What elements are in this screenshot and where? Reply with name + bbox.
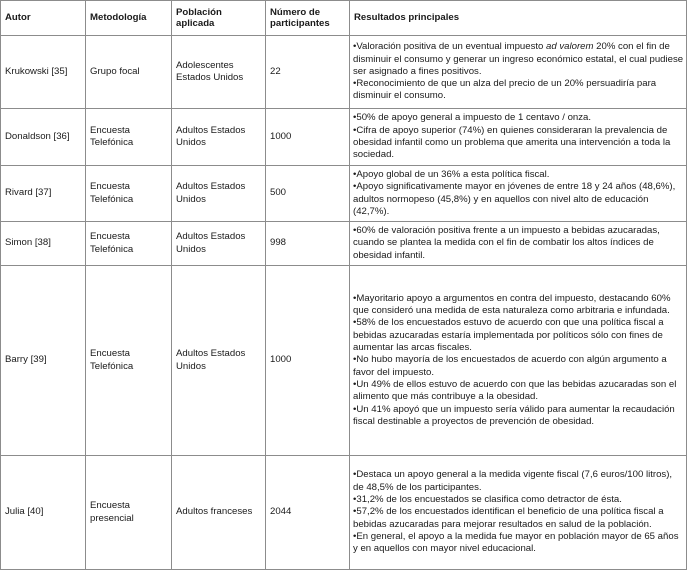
table-row	[1, 166, 687, 222]
cell-metodologia: Grupo focal	[86, 36, 172, 109]
header-row	[1, 1, 687, 36]
cell-metodologia: Encuesta Telefónica	[86, 266, 172, 456]
cell-poblacion: Adolescentes Estados Unidos	[172, 36, 266, 109]
cell-poblacion: Adultos Estados Unidos	[172, 166, 266, 222]
table-row	[1, 222, 687, 266]
result-item: •Mayoritario apoyo a argumentos en contra del impuesto, destacando 60% que consideró una medida de esta naturaleza como arbitraria e infundada.	[353, 292, 671, 317]
header-metodologia: Metodología	[86, 1, 172, 36]
header-autor: Autor	[1, 1, 86, 36]
cell-numero: 998	[266, 222, 350, 266]
result-item: •Un 49% de ellos estuvo de acuerdo con que las bebidas azucaradas son el alimento que más contribuye a la obesidad.	[353, 378, 677, 403]
result-item: •Cifra de apoyo superior (74%) en quienes consideraran la prevalencia de obesidad infantil como un problema que amerita una intervención a toda la sociedad.	[353, 124, 671, 161]
cell-numero: 1000	[266, 266, 350, 456]
cell-metodologia: Encuesta Telefónica	[86, 222, 172, 266]
result-item: •No hubo mayoría de los encuestados de acuerdo con algún argumento a favor del impuesto.	[353, 354, 667, 378]
cell-resultados	[350, 36, 687, 109]
cell-autor: Rivard [37]	[1, 166, 86, 222]
cell-poblacion: Adultos franceses	[172, 456, 266, 570]
cell-resultados	[350, 266, 687, 456]
cell-autor: Donaldson [36]	[1, 109, 86, 166]
result-item: •50% de apoyo general a impuesto de 1 centavo / onza.	[353, 112, 592, 124]
cell-resultados	[350, 109, 687, 166]
result-item: •Reconocimiento de que un alza del precio de un 20% persuadiría para disminuir el consumo.	[353, 78, 657, 102]
result-item: •Apoyo significativamente mayor en jóvenes de entre 18 y 24 años (48,6%), adultos normopeso (45,8%) y en aquellos con nivel alto de educación (42,7%).	[353, 181, 676, 217]
result-item: •57,2% de los encuestados identifican el beneficio de una política fiscal a bebidas azucaradas para mejorar resultados en salud de la población.	[353, 506, 664, 530]
table-row	[1, 456, 687, 570]
header-numero: Número de participantes	[266, 1, 350, 36]
header-poblacion: Población aplicada	[172, 1, 266, 36]
table-row	[1, 109, 687, 166]
table-header	[1, 1, 687, 36]
cell-autor: Julia [40]	[1, 456, 86, 570]
cell-numero: 500	[266, 166, 350, 222]
cell-resultados	[350, 222, 687, 266]
cell-resultados	[350, 166, 687, 222]
header-resultados: Resultados principales	[350, 1, 687, 36]
cell-autor: Krukowski [35]	[1, 36, 86, 109]
cell-poblacion: Adultos Estados Unidos	[172, 266, 266, 456]
cell-metodologia: Encuesta presencial	[86, 456, 172, 570]
result-item: •Apoyo global de un 36% a esta política fiscal.	[353, 168, 550, 180]
result-item: •En general, el apoyo a la medida fue mayor en población mayor de 65 años y en aquellos con mayor nivel educacional.	[353, 530, 679, 555]
cell-poblacion: Adultos Estados Unidos	[172, 222, 266, 266]
result-item: •31,2% de los encuestados se clasifica como detractor de ésta.	[353, 494, 622, 506]
cell-numero: 2044	[266, 456, 350, 570]
cell-numero: 1000	[266, 109, 350, 166]
cell-metodologia: Encuesta Telefónica	[86, 109, 172, 166]
result-item: •58% de los encuestados estuvo de acuerdo con que una política fiscal a bebidas azucaradas estaría implementada por políticos sólo con fines de aumentar las arcas fiscales.	[353, 317, 664, 354]
table-row	[1, 266, 687, 456]
table-body	[1, 36, 687, 570]
cell-autor: Barry [39]	[1, 266, 86, 456]
result-item: •60% de valoración positiva frente a un impuesto a bebidas azucaradas, cuando se plantea la medida con el fin de combatir los altos índices de obesidad infantil.	[353, 225, 660, 261]
cell-numero: 22	[266, 36, 350, 109]
cell-autor: Simon [38]	[1, 222, 86, 266]
table-row	[1, 36, 687, 109]
cell-poblacion: Adultos Estados Unidos	[172, 109, 266, 166]
result-item: •Un 41% apoyó que un impuesto sería válido para aumentar la recaudación fiscal destinable a proyectos de prevención de obesidad.	[353, 403, 675, 427]
result-item: •Destaca un apoyo general a la medida vigente fiscal (7,6 euros/100 litros), de 48,5% de los participantes.	[353, 469, 673, 493]
cell-resultados	[350, 456, 687, 570]
cell-metodologia: Encuesta Telefónica	[86, 166, 172, 222]
result-item: •Valoración positiva de un eventual impuesto ad valorem 20% con el fin de disminuir el consumo y generar un ingreso económico estatal, el cual pudiese ser asignado a fines positivos.	[353, 41, 684, 77]
